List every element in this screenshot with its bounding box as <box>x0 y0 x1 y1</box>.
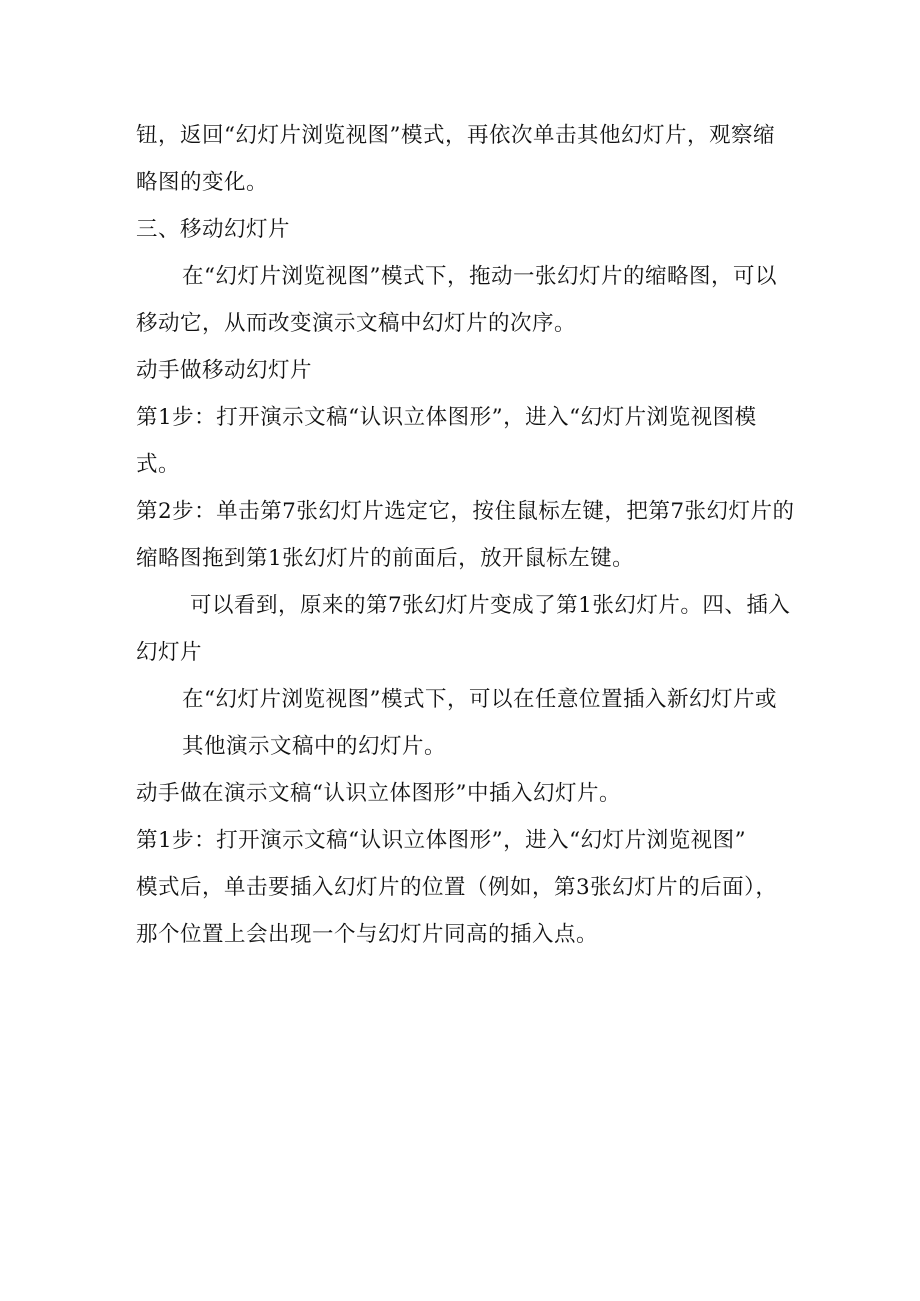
document-body <box>136 112 796 958</box>
exercise-heading-move: 动手做移动幻灯片 <box>136 358 313 383</box>
text-line-2: 略图的变化。 <box>136 170 269 195</box>
text-line-4: 在“幻灯片浏览视图”模式下，拖动一张幻灯片的缩略图，可以 <box>182 264 777 289</box>
insert-step-1-line-3: 那个位置上会出现一个与幻灯片同高的插入点。 <box>136 922 599 947</box>
result-line-1: 可以看到，原来的第7张幻灯片变成了第1张幻灯片。四、插入 <box>190 593 791 618</box>
step-2-line-2: 缩略图拖到第1张幻灯片的前面后，放开鼠标左键。 <box>136 546 635 571</box>
insert-intro-line-1: 在“幻灯片浏览视图”模式下，可以在任意位置插入新幻灯片或 <box>182 687 777 712</box>
insert-step-1-line-2: 模式后，单击要插入幻灯片的位置（例如，第3张幻灯片的后面）， <box>136 875 778 900</box>
step-2-line-1: 第2步：单击第7张幻灯片选定它，按住鼠标左键，把第7张幻灯片的 <box>136 499 795 524</box>
section-heading-move-slides: 三、移动幻灯片 <box>136 217 291 242</box>
text-line-1: 钮，返回“幻灯片浏览视图”模式，再依次单击其他幻灯片，观察缩 <box>136 123 775 148</box>
insert-step-1-line-1: 第1步：打开演示文稿“认识立体图形”，进入“幻灯片浏览视图” <box>136 828 747 853</box>
text-line-5: 移动它，从而改变演示文稿中幻灯片的次序。 <box>136 311 577 336</box>
insert-intro-line-2: 其他演示文稿中的幻灯片。 <box>182 734 447 759</box>
step-1-line-2: 式。 <box>136 452 181 477</box>
section-heading-insert-slides: 幻灯片 <box>136 640 203 665</box>
step-1-line-1: 第1步：打开演示文稿“认识立体图形”，进入“幻灯片浏览视图模 <box>136 405 757 430</box>
exercise-heading-insert: 动手做在演示文稿“认识立体图形”中插入幻灯片。 <box>136 781 621 806</box>
